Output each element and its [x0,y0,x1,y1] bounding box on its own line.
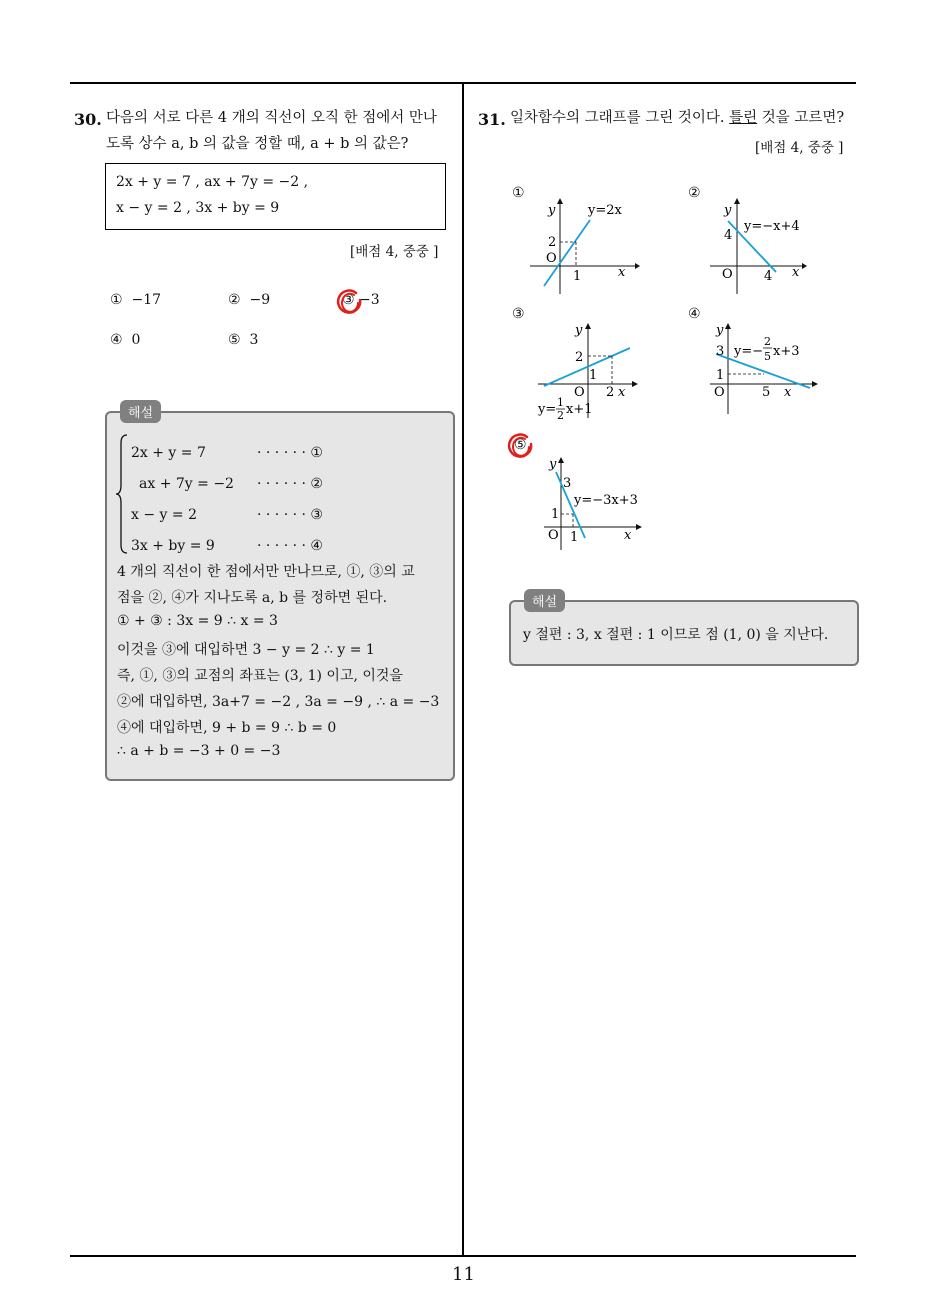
q31-solution-text: y 절편 : 3, x 절편 : 1 이므로 점 (1, 0) 을 지난다. [523,627,829,643]
graph-2-number[interactable]: ② [688,185,701,201]
option-value: −3 [359,292,380,308]
q30-option-5[interactable] [228,332,258,348]
graph-3-y-label: y [575,323,583,338]
solution-line-7: ④에 대입하면, 9 + b = 9 ∴ b = 0 [117,720,337,736]
graph-3-tick-y1: 1 [589,368,598,383]
graph-4-eq-prefix: y=− [734,344,764,359]
graph-5-tick-y1: 1 [551,507,560,522]
graph-1 [530,196,640,296]
graph-2-eq: y=−x+4 [744,219,800,234]
option-number: ① [110,292,123,308]
column-divider [462,82,464,1256]
graph-1-x-label: x [618,265,626,280]
option-value: −17 [131,292,162,308]
page-number: 11 [452,1264,475,1285]
graph-4-tick-x5: 5 [762,385,771,400]
q30-score: [배점 4, 중중 ] [350,244,439,260]
graph-4 [706,318,826,418]
graph-3-tick-y2: 2 [575,350,584,365]
graph-4-tick-y3: 3 [716,344,725,359]
system-ref-1: · · · · · · ① [257,445,323,461]
graph-5-number[interactable]: ⑤ [514,437,527,453]
q31-text-underlined: 틀린 [729,110,758,126]
q31-text [510,106,844,130]
q30-box-line1: 2x + y = 7 , ax + 7y = −2 , [116,174,309,190]
graph-4-x-label: x [784,385,792,400]
q31-text-after: 것을 고르면? [757,110,845,126]
graph-3-eq-suffix: x+1 [566,402,593,417]
graph-3-eq-prefix: y= [538,402,557,417]
graph-4-y-label: y [716,323,724,338]
graph-5-origin: O [548,528,559,543]
graph-1-y-label: y [548,203,556,218]
option-number: ② [228,292,241,308]
graph-1-origin: O [546,251,557,266]
graph-2-tick-y: 4 [724,228,733,243]
solution-line-4: 이것을 ③에 대입하면 3 − y = 2 ∴ y = 1 [117,642,375,658]
graph-4-tick-y1: 1 [716,368,725,383]
q30-text-line1: 다음의 서로 다른 4 개의 직선이 오직 한 점에서 만나 [106,110,437,126]
solution-line-8: ∴ a + b = −3 + 0 = −3 [117,743,281,759]
graph-3-eq-frac-num: 1 [557,396,564,409]
graph-3-eq-frac-den: 2 [557,409,564,422]
graph-1-tick-x: 1 [573,269,582,284]
solution-line-2: 점을 ②, ④가 지나도록 a, b 를 정하면 된다. [117,590,388,606]
graph-3 [534,318,644,428]
graph-3-origin: O [574,385,585,400]
graph-1-eq: y=2x [588,203,622,218]
q30-text-line2: 도록 상수 a, b 의 값을 정할 때, a + b 의 값은? [106,136,409,152]
system-ref-4: · · · · · · ④ [257,538,323,554]
solution-line-1: 4 개의 직선이 한 점에서만 만나므로, ①, ③의 교 [117,564,415,580]
q31-text-before: 일차함수의 그래프를 그린 것이다. [510,110,730,126]
graph-4-number[interactable]: ④ [688,306,701,322]
graph-2 [710,196,820,296]
system-ref-3: · · · · · · ③ [257,507,323,523]
q31-score: [배점 4, 중중 ] [755,140,844,156]
graph-5-eq: y=−3x+3 [574,493,638,508]
q30-box-line2: x − y = 2 , 3x + by = 9 [116,200,280,216]
answer-mark-circle-q31 [505,430,537,462]
graph-3-x-label: x [618,385,626,400]
graph-4-origin: O [714,385,725,400]
graph-5-tick-x1: 1 [570,530,579,545]
graph-2-y-label: y [724,203,732,218]
graph-4-eq-frac-den: 5 [764,350,771,363]
q30-option-1[interactable] [110,292,161,308]
option-value: 0 [131,332,141,348]
system-eq-1: 2x + y = 7 [131,445,206,461]
graph-3-number[interactable]: ③ [512,306,525,322]
system-eq-2: ax + 7y = −2 [139,476,234,492]
graph-5-y-label: y [549,457,557,472]
answer-mark-circle [334,286,366,318]
option-number: ③ [342,292,355,308]
solution-line-3: ① + ③ : 3x = 9 ∴ x = 3 [117,613,278,629]
graph-5 [540,452,650,552]
system-eq-4: 3x + by = 9 [131,538,215,554]
solution-line-6: ②에 대입하면, 3a+7 = −2 , 3a = −9 , ∴ a = −3 [117,694,440,710]
graph-5-tick-y3: 3 [563,476,572,491]
graph-2-x-label: x [792,265,800,280]
system-eq-3: x − y = 2 [131,507,197,523]
q30-option-2[interactable] [228,292,270,308]
graph-1-tick-y: 2 [548,235,557,250]
graph-5-x-label: x [624,528,632,543]
bottom-rule [70,1255,856,1257]
q30-option-4[interactable] [110,332,140,348]
graph-3-tick-x2: 2 [606,385,615,400]
option-value: −9 [249,292,271,308]
graph-2-origin: O [722,267,733,282]
q31-number: 31. [478,110,506,129]
q30-solution-tag: 해설 [120,400,161,423]
graph-4-eq-frac-num: 2 [764,335,771,348]
option-number: ④ [110,332,123,348]
q31-solution-tag: 해설 [524,589,565,612]
graph-1-number[interactable]: ① [512,185,525,201]
q30-number: 30. [74,110,102,129]
graph-2-tick-x: 4 [764,269,773,284]
q30-solution-box [105,411,455,781]
option-number: ⑤ [228,332,241,348]
system-ref-2: · · · · · · ② [257,476,323,492]
solution-line-5: 즉, ①, ③의 교점의 좌표는 (3, 1) 이고, 이것을 [117,668,403,684]
graph-4-eq-suffix: x+3 [773,344,800,359]
option-value: 3 [249,332,259,348]
q30-equation-box [105,163,446,230]
system-brace [115,433,129,555]
